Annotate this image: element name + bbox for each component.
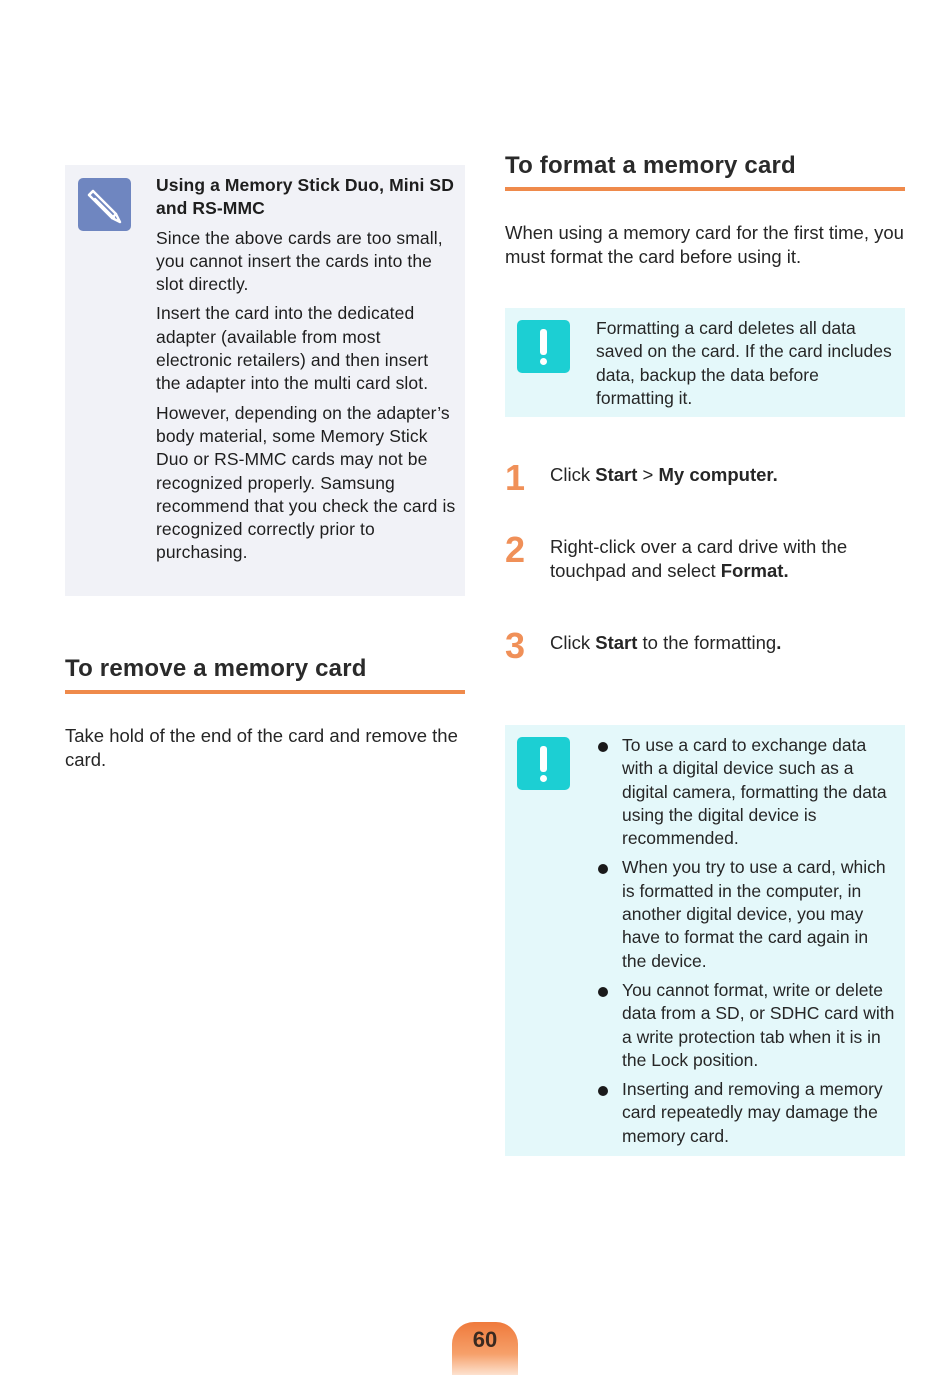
remove-text: Take hold of the end of the card and remove the card. — [65, 725, 458, 770]
step-number: 1 — [505, 457, 526, 498]
remove-heading: To remove a memory card — [65, 655, 367, 682]
list-item: Inserting and removing a memory card repeatedly may damage the memory card. — [597, 1078, 897, 1148]
step-2-text: Right-click over a card drive with the touchpad and select Format. — [550, 536, 848, 581]
list-item: To use a card to exchange data with a digital device such as a digital camera, formatting the data using the digital device is recommended. — [597, 734, 897, 850]
page-number-tab — [452, 1322, 518, 1375]
remove-heading-rule — [65, 690, 465, 694]
format-warning-text: Formatting a card deletes all data saved on the card. If the card includes data, backup the data before formatting it. — [596, 318, 892, 408]
format-heading-rule — [505, 187, 905, 191]
format-heading: To format a memory card — [505, 152, 796, 179]
bullet-icon — [598, 864, 608, 874]
note-text — [156, 174, 456, 571]
step-number: 3 — [505, 625, 526, 666]
note-title: Using a Memory Stick Duo, Mini SD and RS-MMC — [156, 175, 454, 219]
bullet-icon — [598, 1086, 608, 1096]
exclamation-icon — [517, 320, 570, 373]
format-warning-box — [505, 308, 905, 417]
format-notes-list — [597, 734, 897, 1154]
step-number: 2 — [505, 529, 526, 570]
memory-stick-note — [65, 165, 465, 596]
note-paragraph: Since the above cards are too small, you cannot insert the cards into the slot directly. — [156, 227, 443, 295]
bullet-icon — [598, 987, 608, 997]
note-paragraph: Insert the card into the dedicated adapter (available from most electronic retailers) and then insert the adapter into the multi card slot. — [156, 303, 429, 394]
step-1-text: Click Start > My computer. — [550, 464, 778, 485]
exclamation-icon — [517, 737, 570, 790]
list-item: You cannot format, write or delete data from a SD, or SDHC card with a write protection tab when it is in the Lock position. — [597, 979, 897, 1072]
note-paragraph: However, depending on the adapter’s body material, some Memory Stick Duo or RS-MMC cards may not be recognized properly. Samsung recommend that you check the card is recognized correctly prior to purchasing. — [156, 402, 456, 563]
page-number: 60 — [472, 1327, 498, 1352]
step-3-text: Click Start to the formatting. — [550, 632, 782, 653]
pencil-icon — [78, 178, 131, 231]
bullet-icon — [598, 742, 608, 752]
format-intro: When using a memory card for the first time, you must format the card before using it. — [505, 222, 904, 267]
list-item: When you try to use a card, which is formatted in the computer, in another digital device, you may have to format the card again in the device. — [597, 856, 897, 972]
